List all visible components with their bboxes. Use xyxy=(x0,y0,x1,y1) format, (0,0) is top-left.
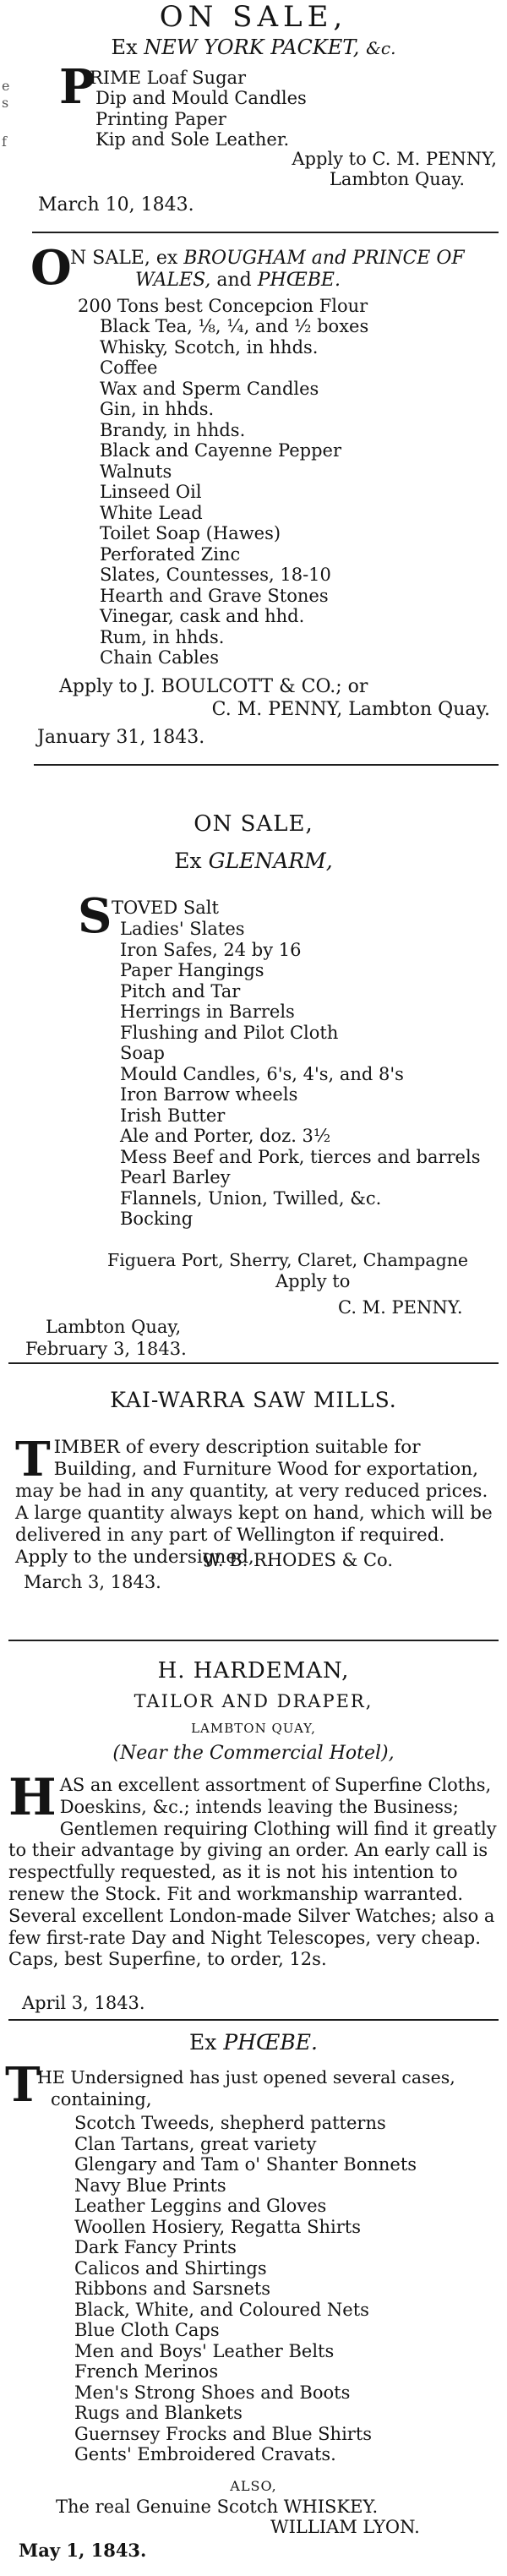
rule-divider xyxy=(32,232,499,233)
whiskey-line: The real Genuine Scotch WHISKEY. xyxy=(56,2497,379,2517)
ship-name: NEW YORK PACKET, xyxy=(144,35,360,59)
drop-cap: P xyxy=(59,59,95,115)
headline-line2 xyxy=(135,270,341,292)
edge-mark: e xyxy=(2,78,10,94)
advert-body xyxy=(8,1768,500,1971)
item-list xyxy=(78,296,368,317)
ship-name: BROUGHAM xyxy=(183,248,306,269)
signature-line: W. B. RHODES & Co. xyxy=(203,1550,394,1570)
item-list xyxy=(107,1250,468,1271)
list-item: Dark Fancy Prints xyxy=(74,2237,237,2257)
list-item: Linseed Oil xyxy=(100,482,202,502)
date-line: April 3, 1843. xyxy=(22,1993,145,2013)
address-line: Lambton Quay, xyxy=(46,1317,182,1337)
advert-ship-line xyxy=(0,34,507,62)
ship-name: PRINCE OF xyxy=(352,248,465,269)
ship-prefix: Ex xyxy=(189,2030,217,2055)
intro-line: HE Undersigned has just opened several cases, xyxy=(37,2067,455,2088)
list-item: Guernsey Frocks and Blue Shirts xyxy=(74,2423,373,2444)
list-item: Hearth and Grave Stones xyxy=(100,585,329,606)
list-item: Black and Cayenne Pepper xyxy=(100,440,341,461)
list-item: Vinegar, cask and hhd. xyxy=(100,606,305,626)
list-item: Walnuts xyxy=(100,461,172,482)
list-item: Dip and Mould Candles xyxy=(95,88,307,108)
date-line: May 1, 1843. xyxy=(19,2540,147,2561)
list-item: White Lead xyxy=(100,502,203,523)
headline-line1 xyxy=(70,248,465,270)
list-item: Flannels, Union, Twilled, &c. xyxy=(120,1187,382,1209)
item-list xyxy=(100,316,368,669)
advert-glenarm xyxy=(0,810,507,1359)
advert-new-york-packet xyxy=(0,0,507,216)
list-item: Pitch and Tar xyxy=(120,980,241,1001)
list-item: Navy Blue Prints xyxy=(74,2175,226,2196)
advert-ship-line xyxy=(0,2028,507,2057)
list-item: Men's Strong Shoes and Boots xyxy=(74,2382,351,2403)
street-line: LAMBTON QUAY, xyxy=(191,1721,316,1736)
drop-cap: T xyxy=(5,2057,41,2113)
date-line: March 10, 1843. xyxy=(38,194,194,216)
drop-cap: S xyxy=(78,888,112,944)
list-item: Glengary and Tam o' Shanter Bonnets xyxy=(74,2154,417,2175)
advert-phoebe xyxy=(0,2028,507,2561)
drop-cap: T xyxy=(15,1432,51,1487)
drop-cap: O xyxy=(30,240,72,296)
advert-title: H. HARDEMAN, xyxy=(157,1658,350,1684)
list-item: Ribbons and Sarsnets xyxy=(74,2279,271,2299)
list-item: Coffee xyxy=(100,357,158,378)
list-item: Rum, in hhds. xyxy=(100,626,225,647)
list-item: Clan Tartans, great variety xyxy=(74,2133,317,2154)
list-item: Black Tea, ⅛, ¼, and ½ boxes xyxy=(100,316,369,336)
edge-mark: s xyxy=(2,95,9,111)
list-item: RIME Loaf Sugar xyxy=(90,68,247,88)
list-item: French Merinos xyxy=(74,2361,219,2382)
rule-divider xyxy=(8,2019,499,2021)
text-span: and xyxy=(311,248,347,269)
drop-cap: H xyxy=(8,1768,57,1827)
rule-divider xyxy=(8,1362,499,1364)
intro-line: containing, xyxy=(51,2089,152,2109)
advert-title: ON SALE, xyxy=(194,811,313,837)
trade-line: TAILOR AND DRAPER, xyxy=(134,1691,373,1711)
rule-divider xyxy=(34,764,499,766)
body-text: IMBER of every description suitable for Building, and Furniture Wood for exportation, may be had in any quantity, at very reduced prices. A large quantity always kept on hand, which will be delivered in any part of Wellington if required. Apply to the undersigned, xyxy=(15,1437,493,1568)
advert-body xyxy=(15,1432,499,1569)
advert-ship-line xyxy=(0,847,507,876)
apply-line: Apply to C. M. PENNY, xyxy=(292,149,497,169)
apply-line: Apply to xyxy=(275,1271,351,1291)
list-item: Brandy, in hhds. xyxy=(100,419,246,440)
list-item: Figuera Port, Sherry, Claret, Champagne xyxy=(107,1250,469,1270)
list-item: Perforated Zinc xyxy=(100,543,241,565)
list-item: Paper Hangings xyxy=(120,960,264,980)
list-item: Leather Leggins and Gloves xyxy=(74,2196,327,2216)
advert-hardeman xyxy=(0,1656,507,2013)
date-line: February 3, 1843. xyxy=(25,1339,187,1359)
list-item: Gin, in hhds. xyxy=(100,399,215,419)
list-item: Pearl Barley xyxy=(120,1167,231,1187)
list-item: Rugs and Blankets xyxy=(74,2403,243,2423)
list-item: Iron Barrow wheels xyxy=(120,1084,298,1105)
rule-divider xyxy=(8,1640,499,1641)
list-item: Printing Paper xyxy=(95,108,226,129)
list-item: Scotch Tweeds, shepherd patterns xyxy=(74,2113,386,2133)
also-line: ALSO, xyxy=(230,2478,277,2494)
list-item: Men and Boys' Leather Belts xyxy=(74,2340,335,2361)
list-item: Chain Cables xyxy=(100,647,219,668)
body-text: AS an excellent assortment of Superfine Cloths, Doeskins, &c.; intends leaving the Business; Gentlemen requiring Clothing will find it greatly to their advantage by giving an order. An early call is respectfully requested, as it is not his intention to renew the Stock. Fit and workmanship warranted. Several excellent London-made Silver Watches; also a few first-rate Day and Night Telescopes, very cheap. Caps, best Superfine, to order, 12s. xyxy=(8,1775,497,1970)
advert-title: KAI-WARRA SAW MILLS. xyxy=(110,1388,397,1412)
date-line: January 31, 1843. xyxy=(37,727,205,748)
list-item: Bocking xyxy=(120,1209,194,1229)
apply-line: Apply to J. BOULCOTT & CO.; or xyxy=(59,676,368,697)
advert-title: ON SALE, xyxy=(159,0,348,34)
address-line: Lambton Quay. xyxy=(329,169,465,189)
list-item: TOVED Salt xyxy=(112,898,219,918)
list-item: Blue Cloth Caps xyxy=(74,2320,220,2340)
ship-name: GLENARM, xyxy=(208,849,333,873)
ship-name: PHŒBE. xyxy=(223,2030,318,2055)
apply-line-2: C. M. PENNY, Lambton Quay. xyxy=(211,699,490,720)
list-item: Ladies' Slates xyxy=(120,919,245,939)
merchant-line: C. M. PENNY. xyxy=(338,1297,463,1318)
edge-mark: f xyxy=(2,134,7,150)
advert-kai-warra xyxy=(0,1386,507,1592)
list-item: Ale and Porter, doz. 3½ xyxy=(120,1126,331,1146)
list-item: Mess Beef and Pork, tierces and barrels xyxy=(120,1146,481,1167)
list-item: Whisky, Scotch, in hhds. xyxy=(100,336,319,357)
ship-name: WALES, xyxy=(135,270,211,291)
list-item: Toilet Soap (Hawes) xyxy=(100,523,281,543)
ship-prefix: Ex xyxy=(111,35,138,59)
signature-line: WILLIAM LYON. xyxy=(270,2517,420,2537)
list-item: Herrings in Barrels xyxy=(120,1001,295,1022)
list-item: Iron Safes, 24 by 16 xyxy=(120,939,302,960)
text-span: N SALE, ex xyxy=(70,248,178,269)
ship-name: PHŒBE. xyxy=(257,270,341,291)
list-item: Black, White, and Coloured Nets xyxy=(74,2299,369,2320)
list-item: Kip and Sole Leather. xyxy=(95,129,290,150)
list-item: Calicos and Shirtings xyxy=(74,2257,267,2279)
list-item: Flushing and Pilot Cloth xyxy=(120,1022,339,1043)
item-list xyxy=(112,898,219,919)
list-item: 200 Tons best Concepcion Flour xyxy=(78,296,368,316)
list-item: Woollen Hosiery, Regatta Shirts xyxy=(74,2216,362,2237)
item-list xyxy=(95,88,307,150)
item-list xyxy=(74,2113,417,2465)
item-list xyxy=(90,68,246,89)
location-line: (Near the Commercial Hotel), xyxy=(112,1743,395,1764)
list-item: Gents' Embroidered Cravats. xyxy=(74,2444,336,2464)
list-item: Slates, Countesses, 18-10 xyxy=(100,565,331,585)
list-item: Wax and Sperm Candles xyxy=(100,378,319,399)
list-item: Mould Candles, 6's, 4's, and 8's xyxy=(120,1063,404,1084)
item-list xyxy=(120,919,480,1230)
ship-prefix: Ex xyxy=(174,849,202,873)
list-item: Irish Butter xyxy=(120,1105,226,1126)
date-line: March 3, 1843. xyxy=(24,1572,161,1592)
list-item: Soap xyxy=(120,1043,165,1063)
ship-suffix: &c. xyxy=(366,38,396,58)
text-span: and xyxy=(216,270,252,291)
